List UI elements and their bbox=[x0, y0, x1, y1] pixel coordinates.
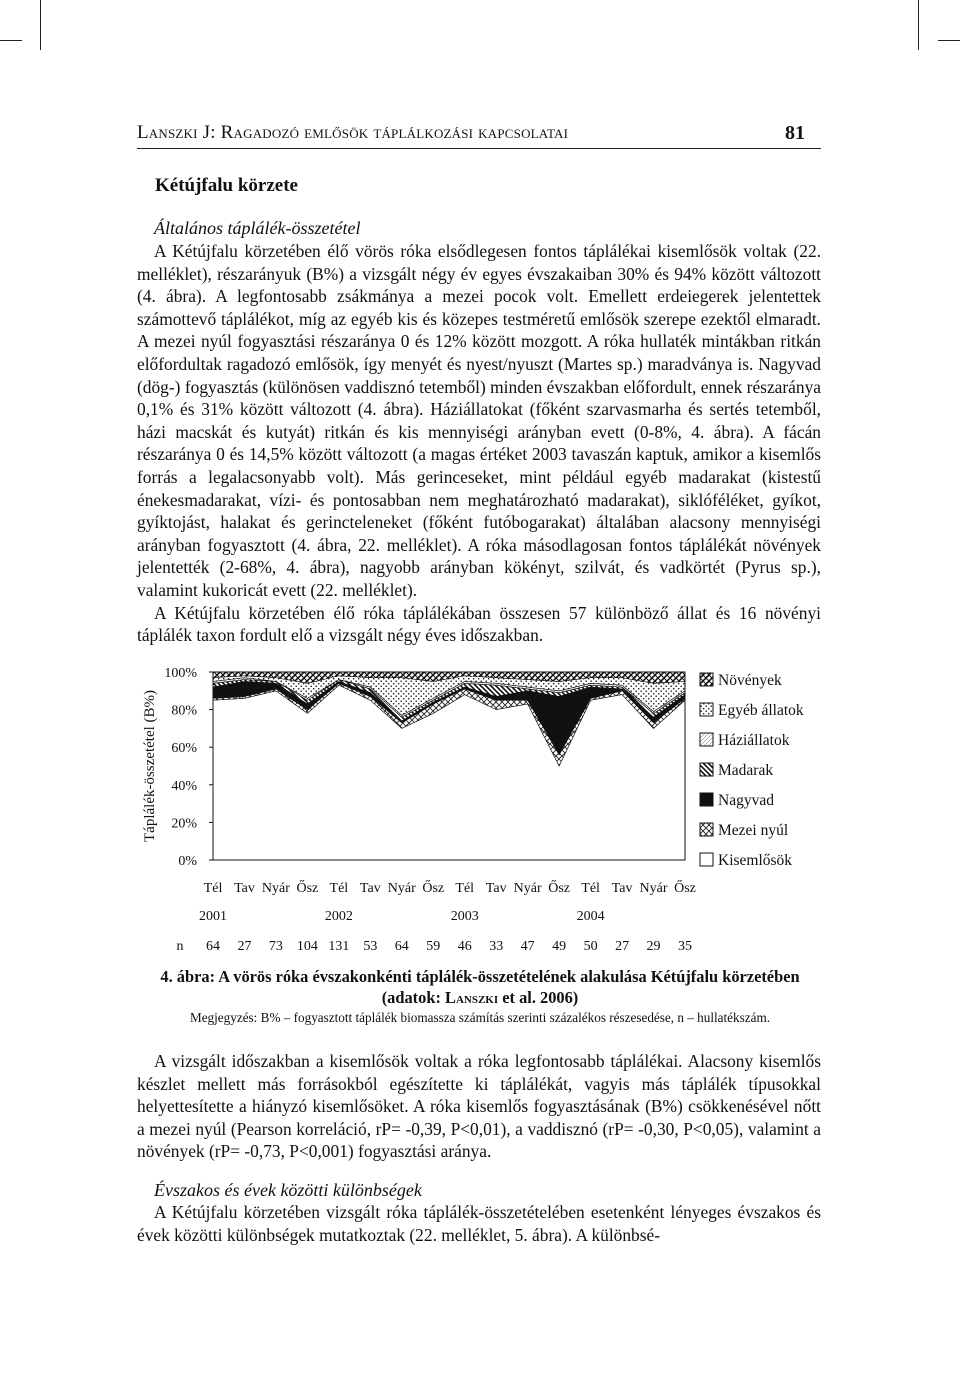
subsection-title: Általános táplálék-összetétel bbox=[154, 218, 361, 238]
area-series-kisemlősök bbox=[213, 685, 685, 860]
legend-swatch bbox=[700, 673, 713, 686]
year-label: 2004 bbox=[576, 909, 605, 924]
legend-label: Madarak bbox=[718, 762, 774, 779]
figure-caption-title: 4. ábra: A vörös róka évszakonkénti táplálék-összetételének alakulása Kétújfalu körzetében bbox=[160, 967, 800, 986]
x-tick-label: Ősz bbox=[296, 881, 319, 896]
figure-note: Megjegyzés: B% – fogyasztott táplálék biomassza számítás szerinti százalékos részesedése, n – hullatékszám. bbox=[189, 1010, 771, 1025]
chart bbox=[130, 660, 830, 960]
legend-label: Kisemlősök bbox=[718, 852, 793, 869]
year-label: 2002 bbox=[324, 909, 353, 924]
sample-size-value: 50 bbox=[583, 939, 598, 954]
legend-swatch bbox=[700, 733, 713, 746]
figure-caption-source bbox=[110, 987, 850, 1008]
crop-mark bbox=[0, 40, 22, 41]
body-text-top bbox=[137, 240, 821, 647]
y-tick-label: 20% bbox=[171, 816, 197, 832]
x-tick-label: Tél bbox=[581, 881, 600, 896]
legend-swatch bbox=[700, 793, 713, 806]
sample-size-value: 47 bbox=[520, 939, 535, 954]
legend-label: Mezei nyúl bbox=[718, 822, 789, 839]
subsection-title-2: Évszakos és évek közötti különbségek bbox=[154, 1180, 422, 1200]
sample-size-value: 104 bbox=[296, 939, 318, 954]
x-tick-label: Nyár bbox=[387, 881, 416, 896]
x-tick-label: Tél bbox=[329, 881, 349, 896]
legend-swatch bbox=[700, 703, 713, 716]
x-tick-label: Nyár bbox=[639, 881, 668, 896]
x-axis-season-labels bbox=[204, 879, 696, 896]
paragraph-3: A vizsgált időszakban a kisemlősök voltak a róka legfontosabb táplálékai. Alacsony kisemlős készlet mellett más forrásokból egészítette ki táplálékát, vagyis más táplálék típusokkal helyettesítette a hiányzó kisemlősöket. A róka kisemlős fogyasztásának (B%) csökkenésével nőtt a mezei nyúl (Pearson korreláció, rP= -0,39, P<0,01), a vaddisznó (rP= -0,30, P<0,05), valamint a növények (rP= -0,73, P<0,001) fogyasztási aránya. bbox=[137, 1051, 821, 1162]
page-number: 81 bbox=[785, 122, 805, 144]
x-tick-label: Nyár bbox=[261, 881, 290, 896]
legend bbox=[700, 672, 804, 869]
sample-size-value: 33 bbox=[489, 939, 504, 954]
x-axis-year-labels bbox=[199, 909, 605, 924]
sample-size-value: 27 bbox=[237, 939, 252, 954]
legend-swatch bbox=[700, 823, 713, 836]
paragraph-4: A Kétújfalu körzetében vizsgált róka táplálék-összetételében esetenként lényeges évszakos és évek közötti különbségek mutatkoztak (22. melléklet, 5. ábra). A különbsé- bbox=[137, 1202, 821, 1245]
y-tick-label: 40% bbox=[171, 778, 197, 794]
y-tick-label: 0% bbox=[178, 854, 197, 869]
x-tick-label: Ősz bbox=[548, 881, 571, 896]
x-tick-label: Nyár bbox=[513, 881, 542, 896]
x-tick-label: Tav bbox=[234, 881, 255, 896]
x-tick-label: Tav bbox=[611, 881, 633, 896]
body-text-middle bbox=[137, 1050, 821, 1163]
x-tick-label: Tél bbox=[203, 881, 223, 896]
y-axis-ticks bbox=[164, 666, 213, 869]
sample-size-value: 35 bbox=[678, 939, 692, 954]
sample-size-value: 131 bbox=[328, 939, 350, 954]
sample-size-value: 59 bbox=[426, 939, 441, 954]
legend-label: Háziállatok bbox=[718, 732, 790, 749]
running-title: Lanszki J: Ragadozó emlősök táplálkozási kapcsolatai bbox=[137, 122, 569, 143]
sample-size-value: 27 bbox=[615, 939, 630, 954]
x-tick-label: Tav bbox=[485, 881, 507, 896]
stacked-areas bbox=[213, 672, 685, 860]
caption-source-suffix: et al. 2006) bbox=[498, 988, 579, 1007]
crop-mark bbox=[40, 0, 41, 50]
sample-size-value: 53 bbox=[363, 939, 378, 954]
x-tick-label: Tav bbox=[359, 881, 381, 896]
x-tick-label: Ősz bbox=[422, 881, 445, 896]
caption-source-author: Lanszki bbox=[445, 988, 499, 1007]
year-label: 2001 bbox=[199, 909, 227, 924]
section-title: Kétújfalu körzete bbox=[155, 175, 298, 196]
sample-size-label: n bbox=[176, 939, 184, 954]
paragraph-1: A Kétújfalu körzetében élő vörös róka elsődlegesen fontos táplálékai kisemlősök voltak (22. melléklet), részarányuk (B%) a vizsgált négy év egyes évszakaiban 30% és 94% között változott (4. ábra). A legfontosabb zsákmánya a mezei pocok volt. Emellett erdeiegerek jelentettek számottevő táplálékot, míg az egyéb kis és közepes testméretű emlősök szerepe ezektől elmaradt. A mezei nyúl fogyasztási részaránya 0 és 12% között mozgott. A róka hullaték mintákban ritkán előfordultak ragadozó emlősök, így menyét és nyest/nyuszt (Martes sp.) maradványa is. Nagyvad (dög-) fogyasztás (különösen vaddisznó tetemből) minden évszakban előfordult, ennek részaránya 0,1% és 31% között változott (4. ábra). Háziállatokat (főként szarvasmarha és sertés tetemből, házi macskát és kutyát) ritkán és kis mennyiségi arányban evett (0-8%, 4. ábra). A fácán részaránya 0 és 14,5% között változott (a magas értéket 2003 tavaszán kaptuk, amikor a kisemlős forrás a legalacsonyabb volt). Más gerinceseket, mint például egyéb madarakat (kistestű énekesmadarakat, vízi- és pontosabban nem meghatározható madarakat), siklóféléket, gyíkot, gyíktojást, halakat és gerincteleneket (főként futóbogarakat) általában alacsony mennyiségi arányban fogyasztott (4. ábra, 22. melléklet). A róka másodlagosan fontos táplálékát növények jelentették (2-68%, 4. ábra), nagyobb arányban kökényt, szilvát, és vadkörtét (Pyrus sp.), valamint kukoricát evett (22. melléklet). bbox=[137, 241, 821, 600]
x-tick-label: Ősz bbox=[674, 881, 696, 896]
y-axis-label: Táplálék-összetétel (B%) bbox=[142, 689, 158, 843]
sample-size-value: 73 bbox=[268, 939, 283, 954]
sample-size-value: 64 bbox=[394, 939, 409, 954]
legend-swatch bbox=[700, 763, 713, 776]
sample-size-value: 64 bbox=[206, 939, 220, 954]
sample-size-value: 49 bbox=[552, 939, 567, 954]
y-tick-label: 60% bbox=[171, 741, 197, 757]
crop-mark bbox=[918, 0, 919, 50]
paragraph-2: A Kétújfalu körzetében élő róka táplálékában összesen 57 különböző állat és 16 növényi táplálék taxon fordult elő a vizsgált négy éves időszakban. bbox=[137, 602, 821, 646]
crop-mark bbox=[938, 40, 960, 41]
x-tick-label: Tél bbox=[455, 881, 475, 896]
legend-label: Egyéb állatok bbox=[718, 702, 804, 719]
figure-caption bbox=[110, 966, 850, 1008]
running-header bbox=[137, 118, 821, 149]
y-tick-label: 100% bbox=[164, 666, 197, 681]
legend-swatch bbox=[700, 853, 713, 866]
sample-size-value: 46 bbox=[457, 939, 472, 954]
y-tick-label: 80% bbox=[171, 703, 197, 719]
caption-source-prefix: (adatok: bbox=[381, 988, 446, 1007]
legend-label: Nagyvad bbox=[718, 792, 774, 809]
legend-label: Növények bbox=[718, 672, 782, 689]
body-text-bottom bbox=[137, 1201, 821, 1246]
sample-size-row bbox=[177, 939, 693, 954]
year-label: 2003 bbox=[450, 909, 479, 924]
sample-size-value: 29 bbox=[646, 939, 661, 954]
